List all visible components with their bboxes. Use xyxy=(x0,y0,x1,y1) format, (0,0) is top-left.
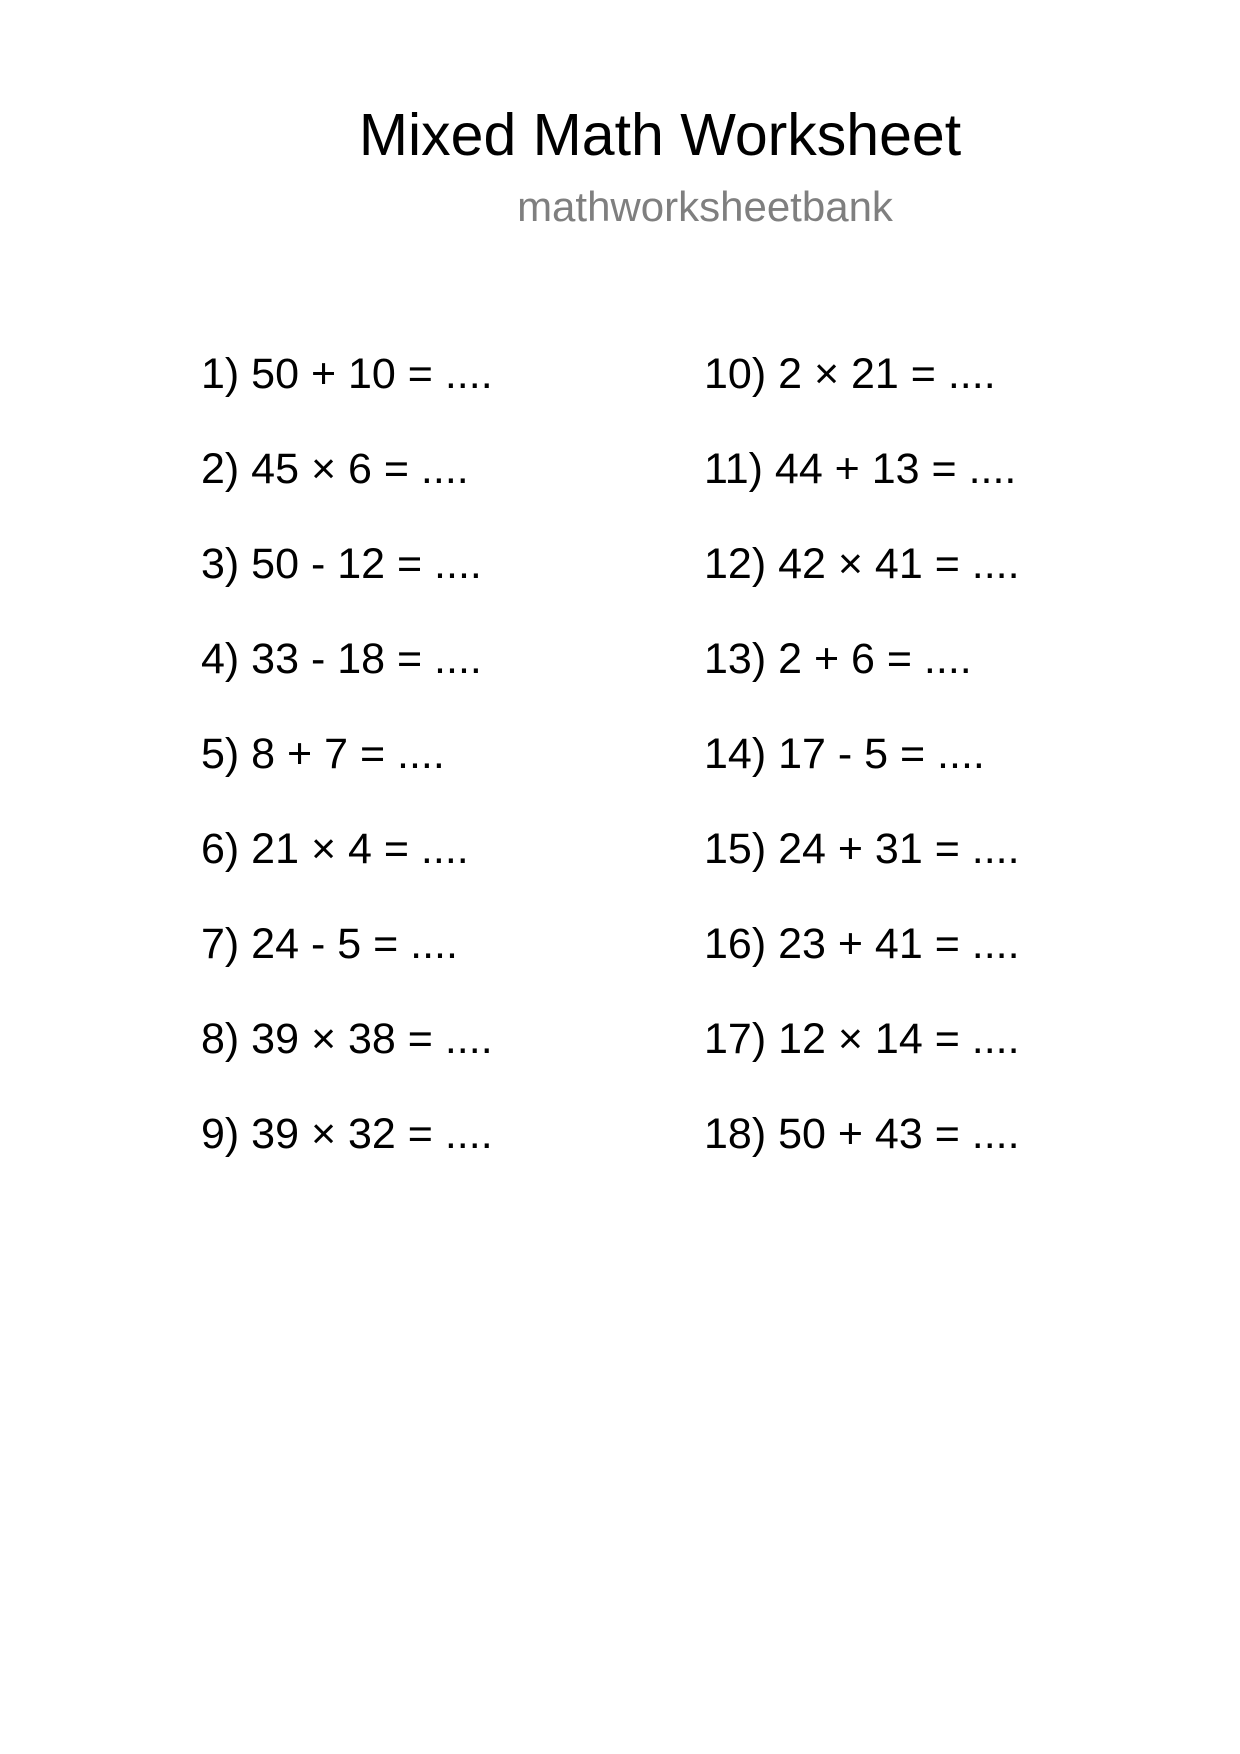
problem-4: 4) 33 - 18 = .... xyxy=(201,635,482,683)
problem-18: 18) 50 + 43 = .... xyxy=(704,1110,1020,1158)
problem-8: 8) 39 × 38 = .... xyxy=(201,1015,493,1063)
page-title: Mixed Math Worksheet xyxy=(358,102,962,168)
problem-7: 7) 24 - 5 = .... xyxy=(201,920,458,968)
problem-2: 2) 45 × 6 = .... xyxy=(201,445,469,493)
page-subtitle: mathworksheetbank xyxy=(517,183,893,230)
problem-17: 17) 12 × 14 = .... xyxy=(704,1015,1020,1063)
problem-11: 11) 44 + 13 = .... xyxy=(704,445,1017,493)
problem-9: 9) 39 × 32 = .... xyxy=(201,1110,493,1158)
problem-15: 15) 24 + 31 = .... xyxy=(704,825,1020,873)
problem-5: 5) 8 + 7 = .... xyxy=(201,730,445,778)
problem-3: 3) 50 - 12 = .... xyxy=(201,540,482,588)
problem-1: 1) 50 + 10 = .... xyxy=(201,350,493,398)
problem-13: 13) 2 + 6 = .... xyxy=(704,635,972,683)
problem-10: 10) 2 × 21 = .... xyxy=(704,350,996,398)
problem-14: 14) 17 - 5 = .... xyxy=(704,730,985,778)
problem-column-left xyxy=(201,349,493,1204)
problem-16: 16) 23 + 41 = .... xyxy=(704,920,1020,968)
problem-6: 6) 21 × 4 = .... xyxy=(201,825,469,873)
problem-column-right xyxy=(704,349,1020,1204)
problem-12: 12) 42 × 41 = .... xyxy=(704,540,1020,588)
